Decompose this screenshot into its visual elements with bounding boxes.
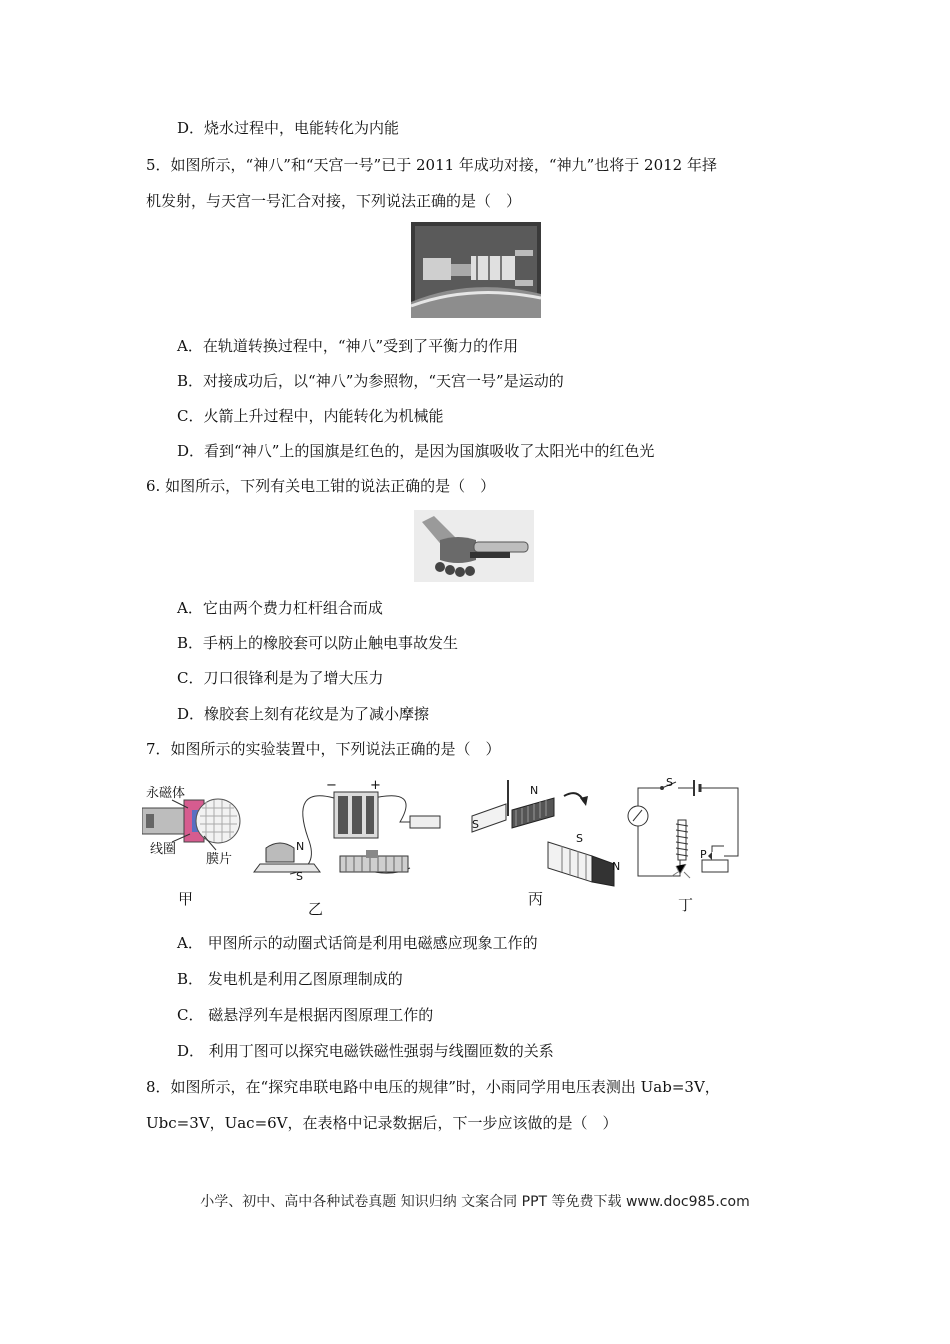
q7-option-c: C． 磁悬浮列车是根据丙图原理工作的 bbox=[177, 1006, 434, 1024]
q6-option-c: C．刀口很锋利是为了增大压力 bbox=[177, 669, 384, 687]
q8-stem-line2: Ubc=3V，Uac=6V，在表格中记录数据后，下一步应该做的是（ ） bbox=[146, 1114, 618, 1132]
q4-option-d: D．烧水过程中，电能转化为内能 bbox=[177, 119, 400, 137]
bing-n2-label: N bbox=[612, 860, 621, 873]
figure-ding-electromagnet bbox=[620, 776, 746, 916]
jia-magnet-label: 永磁体 bbox=[146, 786, 186, 801]
ding-switch-label: S bbox=[666, 776, 673, 789]
q5-option-d: D．看到“神八”上的国旗是红色的，是因为国旗吸收了太阳光中的红色光 bbox=[177, 442, 655, 460]
q5-option-b: B．对接成功后，以“神八”为参照物，“天宫一号”是运动的 bbox=[177, 372, 564, 390]
ding-caption: 丁 bbox=[678, 896, 694, 914]
yi-s-label: S bbox=[296, 870, 303, 883]
q7-option-b: B． 发电机是利用乙图原理制成的 bbox=[177, 970, 403, 988]
page-footer: 小学、初中、高中各种试卷真题 知识归纳 文案合同 PPT 等免费下载 www.doc985.com bbox=[200, 1194, 750, 1210]
spacecraft-docking-photo bbox=[411, 222, 541, 318]
q7-option-d: D． 利用丁图可以探究电磁铁磁性强弱与线圈匝数的关系 bbox=[177, 1042, 554, 1060]
q8-stem-line1: 8．如图所示，在“探究串联电路中电压的规律”时，小雨同学用电压表测出 Uab=3V， bbox=[146, 1078, 720, 1096]
bing-s1-label: S bbox=[472, 818, 479, 831]
q6-option-a: A．它由两个费力杠杆组合而成 bbox=[177, 599, 383, 617]
q5-stem-line2: 机发射，与天宫一号汇合对接，下列说法正确的是（ ） bbox=[146, 192, 522, 210]
ding-slider-label: P bbox=[700, 848, 707, 861]
q7-stem: 7．如图所示的实验装置中，下列说法正确的是（ ） bbox=[146, 740, 501, 758]
q5-option-a: A．在轨道转换过程中，“神八”受到了平衡力的作用 bbox=[177, 337, 519, 355]
yi-minus-label: − bbox=[326, 778, 337, 793]
figure-yi-circuit bbox=[250, 778, 450, 918]
bing-caption: 丙 bbox=[528, 890, 544, 908]
q6-stem: 6. 如图所示，下列有关电工钳的说法正确的是（ ） bbox=[146, 477, 496, 495]
pliers-in-hand-photo bbox=[414, 510, 534, 582]
jia-membrane-label: 膜片 bbox=[206, 852, 233, 867]
yi-caption: 乙 bbox=[308, 900, 324, 918]
figure-bing-magnets bbox=[466, 776, 626, 911]
q6-option-b: B．手柄上的橡胶套可以防止触电事故发生 bbox=[177, 634, 459, 652]
figure-jia-microphone bbox=[142, 776, 242, 906]
q5-option-c: C．火箭上升过程中，内能转化为机械能 bbox=[177, 407, 444, 425]
q7-option-a: A． 甲图所示的动圈式话筒是利用电磁感应现象工作的 bbox=[177, 934, 538, 952]
bing-n1-label: N bbox=[530, 784, 539, 797]
jia-caption: 甲 bbox=[178, 890, 194, 908]
bing-s2-label: S bbox=[576, 832, 583, 845]
yi-n-label: N bbox=[296, 840, 305, 853]
q5-stem-line1: 5．如图所示，“神八”和“天宫一号”已于 2011 年成功对接，“神九”也将于 2012 年择 bbox=[146, 156, 717, 174]
yi-plus-label: + bbox=[370, 778, 381, 793]
jia-coil-label: 线圈 bbox=[150, 842, 177, 857]
q6-option-d: D．橡胶套上刻有花纹是为了减小摩擦 bbox=[177, 705, 430, 723]
